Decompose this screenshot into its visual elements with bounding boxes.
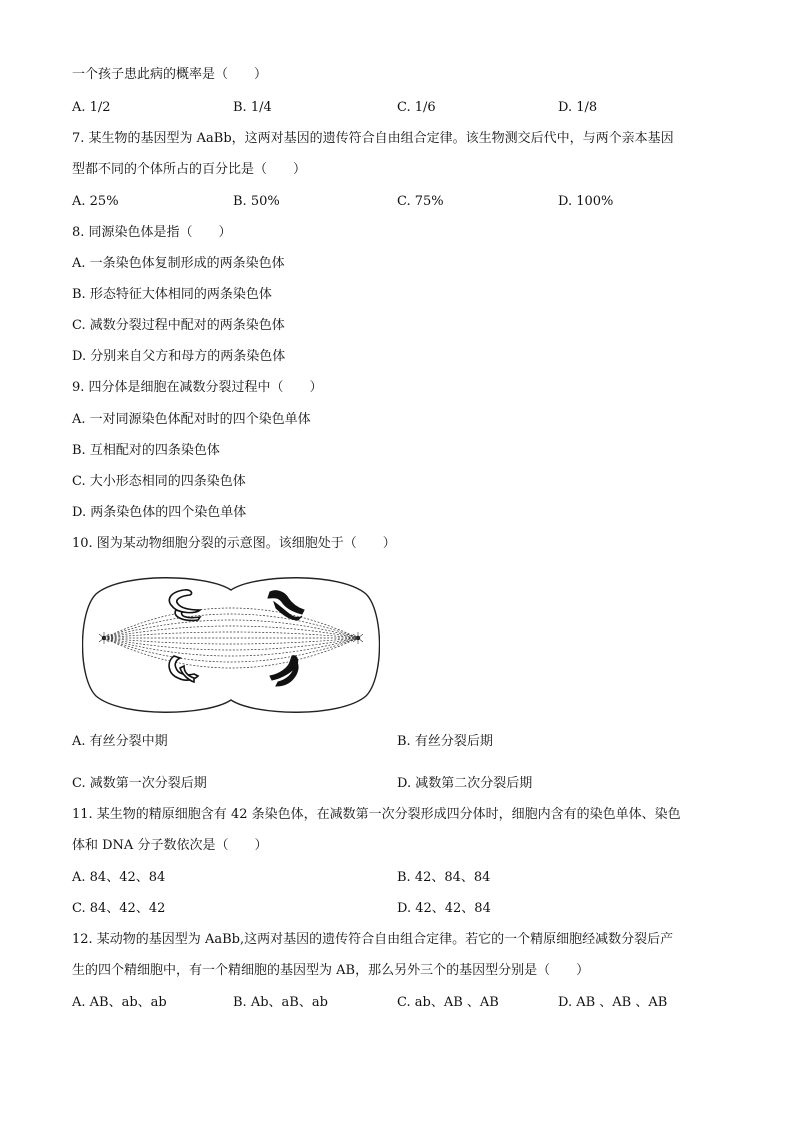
option-c[interactable]: C. ab、AB 、AB (397, 995, 499, 1010)
q9-stem: 9. 四分体是细胞在减数分裂过程中（ ） (72, 380, 323, 395)
q11-stem-line2: 体和 DNA 分子数依次是（ ） (72, 838, 268, 853)
q12-stem-line2: 生的四个精细胞中，有一个精细胞的基因型为 AB，那么另外三个的基因型分别是（ ） (72, 963, 590, 978)
q7-stem-line2: 型都不同的个体所占的百分比是（ ） (72, 162, 307, 177)
q8-option-a[interactable]: A. 一条染色体复制形成的两条染色体 (72, 256, 285, 271)
cell-division-figure (82, 576, 380, 714)
option-b[interactable]: B. 50% (233, 194, 280, 209)
q9-option-d[interactable]: D. 两条染色体的四个染色单体 (72, 505, 247, 520)
option-c[interactable]: C. 减数第一次分裂后期 (72, 776, 207, 791)
option-a[interactable]: A. AB、ab、ab (72, 995, 167, 1010)
option-a[interactable]: A. 有丝分裂中期 (72, 734, 168, 749)
option-b[interactable]: B. 42、84、84 (397, 870, 491, 885)
q9-option-a[interactable]: A. 一对同源染色体配对时的四个染色单体 (72, 412, 311, 427)
option-a[interactable]: A. 25% (72, 194, 119, 209)
q9-option-c[interactable]: C. 大小形态相同的四条染色体 (72, 474, 246, 489)
spindle-fibers (104, 608, 358, 668)
q8-option-d[interactable]: D. 分别来自父方和母方的两条染色体 (72, 349, 286, 364)
q6-stem-tail: 一个孩子患此病的概率是（ ） (72, 67, 268, 82)
q7-stem-line1: 7. 某生物的基因型为 AaBb，这两对基因的遗传符合自由组合定律。该生物测交后代中，与两个亲本基因 (72, 131, 674, 146)
q8-option-b[interactable]: B. 形态特征大体相同的两条染色体 (72, 287, 272, 302)
option-d[interactable]: D. 减数第二次分裂后期 (397, 776, 533, 791)
chromosome-lower-left (169, 656, 198, 682)
q10-stem: 10. 图为某动物细胞分裂的示意图。该细胞处于（ ） (72, 536, 396, 551)
option-d[interactable]: D. AB 、AB 、AB (558, 995, 668, 1010)
q11-stem-line1: 11. 某生物的精原细胞含有 42 条染色体，在减数第一次分裂形成四分体时，细胞内含有的染色单体、染色 (72, 807, 681, 822)
option-b[interactable]: B. 有丝分裂后期 (397, 734, 493, 749)
q9-option-b[interactable]: B. 互相配对的四条染色体 (72, 443, 220, 458)
option-c[interactable]: C. 75% (397, 194, 444, 209)
option-a[interactable]: A. 84、42、84 (72, 870, 166, 885)
q8-option-c[interactable]: C. 减数分裂过程中配对的两条染色体 (72, 318, 285, 333)
option-c[interactable]: C. 1/6 (397, 100, 436, 115)
option-d[interactable]: D. 100% (558, 194, 614, 209)
cell-membrane (83, 578, 380, 713)
option-b[interactable]: B. Ab、aB、ab (233, 995, 328, 1010)
option-d[interactable]: D. 1/8 (558, 100, 598, 115)
option-d[interactable]: D. 42、42、84 (397, 901, 491, 916)
q12-stem-line1: 12. 某动物的基因型为 AaBb,这两对基因的遗传符合自由组合定律。若它的一个精原细胞经减数分裂后产 (72, 932, 674, 947)
q8-stem: 8. 同源染色体是指（ ） (72, 225, 232, 240)
option-c[interactable]: C. 84、42、42 (72, 901, 166, 916)
chromosome-lower-right (270, 656, 298, 686)
option-b[interactable]: B. 1/4 (233, 100, 272, 115)
chromosome-upper-right (268, 591, 304, 620)
option-a[interactable]: A. 1/2 (72, 100, 111, 115)
